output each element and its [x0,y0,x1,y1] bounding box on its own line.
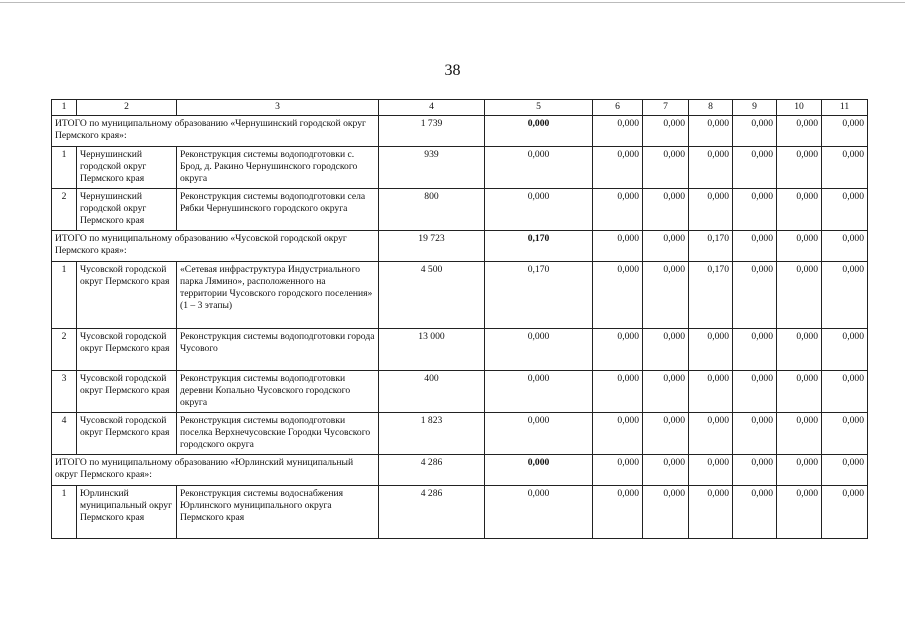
value-cell: 939 [379,147,485,189]
value-cell: 0,000 [593,486,643,539]
object-cell: «Сетевая инфраструктура Индустриального парка Лямино», расположенного на территории Чусовского городского поселения» (1 – 3 этапы) [177,262,379,329]
value-cell: 0,000 [485,116,593,147]
header-cell: 7 [643,100,689,116]
total-label: ИТОГО по муниципальному образованию «Чусовской городской округ Пермского края»: [52,231,379,262]
value-cell: 0,000 [485,189,593,231]
object-cell: Реконструкция системы водоподготовки поселка Верхнечусовские Городки Чусовского городского округа [177,413,379,455]
municipality-cell: Чусовской городской округ Пермского края [77,329,177,371]
value-cell: 0,170 [689,231,733,262]
header-cell: 1 [52,100,77,116]
value-cell: 0,000 [777,413,822,455]
header-cell: 3 [177,100,379,116]
value-cell: 0,000 [733,371,777,413]
value-cell: 0,000 [485,455,593,486]
header-row [52,100,868,116]
value-cell: 0,170 [485,231,593,262]
row-index: 2 [52,189,77,231]
value-cell: 0,000 [643,413,689,455]
value-cell: 0,170 [689,262,733,329]
value-cell: 0,000 [777,147,822,189]
value-cell: 0,000 [643,486,689,539]
value-cell: 0,000 [822,329,868,371]
value-cell: 0,000 [777,231,822,262]
value-cell: 19 723 [379,231,485,262]
value-cell: 13 000 [379,329,485,371]
header-cell: 9 [733,100,777,116]
value-cell: 4 500 [379,262,485,329]
row-index: 1 [52,262,77,329]
row-index: 2 [52,329,77,371]
value-cell: 0,000 [689,189,733,231]
row-index: 4 [52,413,77,455]
value-cell: 0,000 [733,147,777,189]
value-cell: 0,000 [593,189,643,231]
table-row [52,262,868,329]
value-cell: 1 823 [379,413,485,455]
municipality-cell: Юрлинский муниципальный округ Пермского края [77,486,177,539]
value-cell: 0,000 [643,455,689,486]
value-cell: 0,000 [777,371,822,413]
value-cell: 0,000 [593,329,643,371]
value-cell: 0,000 [777,262,822,329]
header-cell: 5 [485,100,593,116]
value-cell: 0,000 [777,486,822,539]
value-cell: 0,000 [643,329,689,371]
value-cell: 0,000 [822,189,868,231]
value-cell: 0,000 [822,486,868,539]
value-cell: 0,170 [485,262,593,329]
value-cell: 0,000 [822,147,868,189]
value-cell: 0,000 [689,413,733,455]
value-cell: 0,000 [733,116,777,147]
value-cell: 0,000 [777,116,822,147]
value-cell: 0,000 [777,189,822,231]
value-cell: 0,000 [643,262,689,329]
value-cell: 0,000 [593,371,643,413]
value-cell: 0,000 [593,455,643,486]
value-cell: 400 [379,371,485,413]
value-cell: 0,000 [822,413,868,455]
municipality-cell: Чусовской городской округ Пермского края [77,371,177,413]
header-cell: 4 [379,100,485,116]
value-cell: 0,000 [485,413,593,455]
value-cell: 4 286 [379,455,485,486]
page-number: 38 [444,62,461,79]
object-cell: Реконструкция системы водоподготовки села Рябки Чернушинского городского округа [177,189,379,231]
value-cell: 0,000 [689,147,733,189]
object-cell: Реконструкция системы водоподготовки города Чусового [177,329,379,371]
total-row [52,116,868,147]
value-cell: 4 286 [379,486,485,539]
value-cell: 0,000 [733,189,777,231]
header-cell: 10 [777,100,822,116]
row-index: 1 [52,147,77,189]
value-cell: 0,000 [593,116,643,147]
value-cell: 0,000 [485,147,593,189]
table-row [52,147,868,189]
total-row [52,455,868,486]
value-cell: 0,000 [733,262,777,329]
object-cell: Реконструкция системы водоподготовки деревни Копально Чусовского городского округа [177,371,379,413]
value-cell: 0,000 [643,371,689,413]
value-cell: 0,000 [822,231,868,262]
header-cell: 11 [822,100,868,116]
value-cell: 0,000 [643,116,689,147]
total-label: ИТОГО по муниципальному образованию «Чернушинский городской округ Пермского края»: [52,116,379,147]
value-cell: 0,000 [593,231,643,262]
value-cell: 0,000 [689,329,733,371]
row-index: 3 [52,371,77,413]
table-row [52,189,868,231]
top-edge-line [0,2,905,3]
row-index: 1 [52,486,77,539]
value-cell: 0,000 [485,371,593,413]
header-cell: 2 [77,100,177,116]
value-cell: 0,000 [593,147,643,189]
header-cell: 6 [593,100,643,116]
value-cell: 0,000 [822,116,868,147]
municipality-cell: Чернушинский городской округ Пермского края [77,189,177,231]
total-row [52,231,868,262]
value-cell: 0,000 [689,455,733,486]
value-cell: 0,000 [822,262,868,329]
value-cell: 1 739 [379,116,485,147]
value-cell: 0,000 [689,486,733,539]
table-row [52,329,868,371]
value-cell: 0,000 [643,189,689,231]
value-cell: 0,000 [777,455,822,486]
table-row [52,486,868,539]
value-cell: 0,000 [733,486,777,539]
header-cell: 8 [689,100,733,116]
value-cell: 0,000 [593,413,643,455]
value-cell: 0,000 [643,147,689,189]
value-cell: 800 [379,189,485,231]
value-cell: 0,000 [733,231,777,262]
value-cell: 0,000 [593,262,643,329]
table-row [52,371,868,413]
value-cell: 0,000 [689,371,733,413]
value-cell: 0,000 [485,329,593,371]
value-cell: 0,000 [822,371,868,413]
total-label: ИТОГО по муниципальному образованию «Юрлинский муниципальный округ Пермского края»: [52,455,379,486]
data-table [51,99,868,539]
value-cell: 0,000 [777,329,822,371]
value-cell: 0,000 [689,116,733,147]
value-cell: 0,000 [733,329,777,371]
value-cell: 0,000 [485,486,593,539]
municipality-cell: Чернушинский городской округ Пермского края [77,147,177,189]
value-cell: 0,000 [643,231,689,262]
municipality-cell: Чусовской городской округ Пермского края [77,262,177,329]
value-cell: 0,000 [733,455,777,486]
table-row [52,413,868,455]
object-cell: Реконструкция системы водоснабжения Юрлинского муниципального округа Пермского края [177,486,379,539]
municipality-cell: Чусовской городской округ Пермского края [77,413,177,455]
value-cell: 0,000 [733,413,777,455]
value-cell: 0,000 [822,455,868,486]
object-cell: Реконструкция системы водоподготовки с. Брод, д. Ракино Чернушинского городского округа [177,147,379,189]
